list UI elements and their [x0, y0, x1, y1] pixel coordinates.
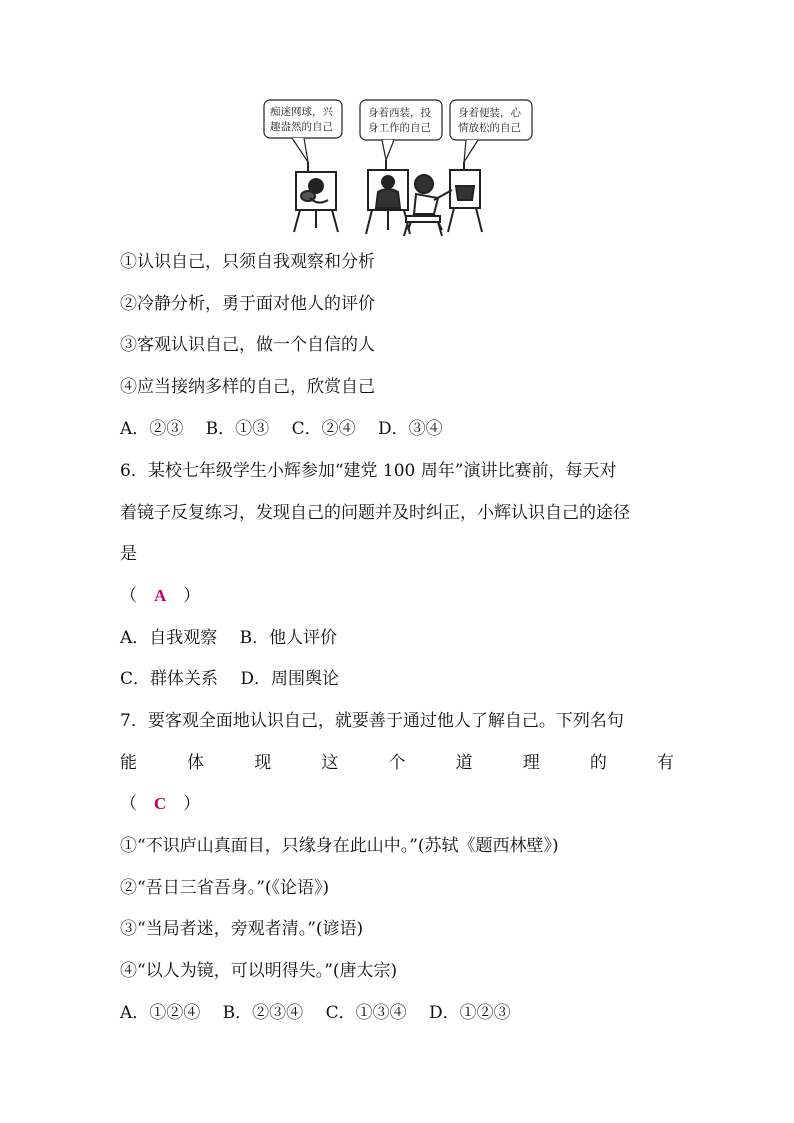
q7-item-2: ②“吾日三省吾身。”(《论语》) — [120, 878, 330, 898]
q7-char: 道 — [455, 753, 473, 773]
q7-item-4: ④“以人为镜，可以明得失。”(唐太宗) — [120, 961, 398, 981]
q7-char: 能 — [120, 753, 137, 773]
bubble-3-line1: 身着便装，心 — [458, 107, 521, 119]
q6-choices-line-2: C．群体关系 D．周围舆论 — [120, 669, 340, 689]
q7-char: 体 — [187, 753, 205, 773]
q6-answer: A — [154, 586, 167, 605]
q5-option-2: ②冷静分析，勇于面对他人的评价 — [120, 294, 375, 314]
q7-item-3: ③“当局者迷，旁观者清。”(谚语) — [120, 919, 364, 939]
q7-char: 现 — [254, 753, 272, 773]
speech-bubble-2 — [360, 100, 442, 160]
easel-2 — [366, 160, 410, 234]
q6-choices-line-1: A．自我观察 B．他人评价 — [120, 628, 338, 648]
q7-paren-open: （ — [120, 794, 137, 814]
q7-char: 这 — [321, 753, 339, 773]
q7-stem-line-2 — [120, 752, 674, 774]
self-portraits-illustration — [258, 96, 540, 240]
q7-char: 个 — [388, 753, 406, 773]
bubble-2-line1: 身着西装，投 — [368, 107, 431, 119]
q6-stem-line-3: 是 — [120, 544, 137, 564]
bubble-3-line2: 情放松的自己 — [458, 122, 521, 134]
q6-paren-open: （ — [120, 586, 137, 606]
q7-answer: C — [154, 794, 167, 813]
q6-stem-line-1: 6．某校七年级学生小辉参加“建党 100 周年”演讲比赛前，每天对 — [120, 461, 617, 481]
speech-bubble-1 — [264, 100, 342, 162]
q7-char: 理 — [522, 753, 540, 773]
q5-choices: A．②③ B．①③ C．②④ D．③④ — [120, 419, 443, 439]
q5-option-3: ③客观认识自己，做一个自信的人 — [120, 335, 375, 355]
painter-figure — [404, 175, 452, 236]
bubble-2-line2: 身工作的自己 — [368, 122, 431, 134]
q7-paren-close: ） — [183, 794, 201, 814]
q7-item-1: ①“不识庐山真面目，只缘身在此山中。”(苏轼《题西林壁》) — [120, 836, 559, 856]
q7-choices: A．①②④ B．②③④ C．①③④ D．①②③ — [120, 1003, 511, 1023]
q6-stem-line-2: 着镜子反复练习，发现自己的问题并及时纠正，小辉认识自己的途径 — [120, 503, 630, 523]
q7-char: 有 — [657, 753, 674, 773]
q7-answer-line — [120, 793, 200, 815]
q7-stem-line-1: 7．要客观全面地认识自己，就要善于通过他人了解自己。下列名句 — [120, 711, 624, 731]
q5-option-4: ④应当接纳多样的自己，欣赏自己 — [120, 377, 375, 397]
bubble-1-line1: 痴迷网球，兴 — [270, 106, 333, 118]
q6-paren-close: ） — [183, 586, 201, 606]
bubble-1-line2: 趣盎然的自己 — [270, 121, 333, 133]
q5-option-1: ①认识自己，只须自我观察和分析 — [120, 252, 375, 272]
q7-char: 的 — [589, 753, 607, 773]
easel-1 — [294, 162, 338, 232]
speech-bubble-3 — [450, 100, 532, 162]
q6-answer-line — [120, 585, 200, 607]
easel-3 — [448, 162, 482, 232]
